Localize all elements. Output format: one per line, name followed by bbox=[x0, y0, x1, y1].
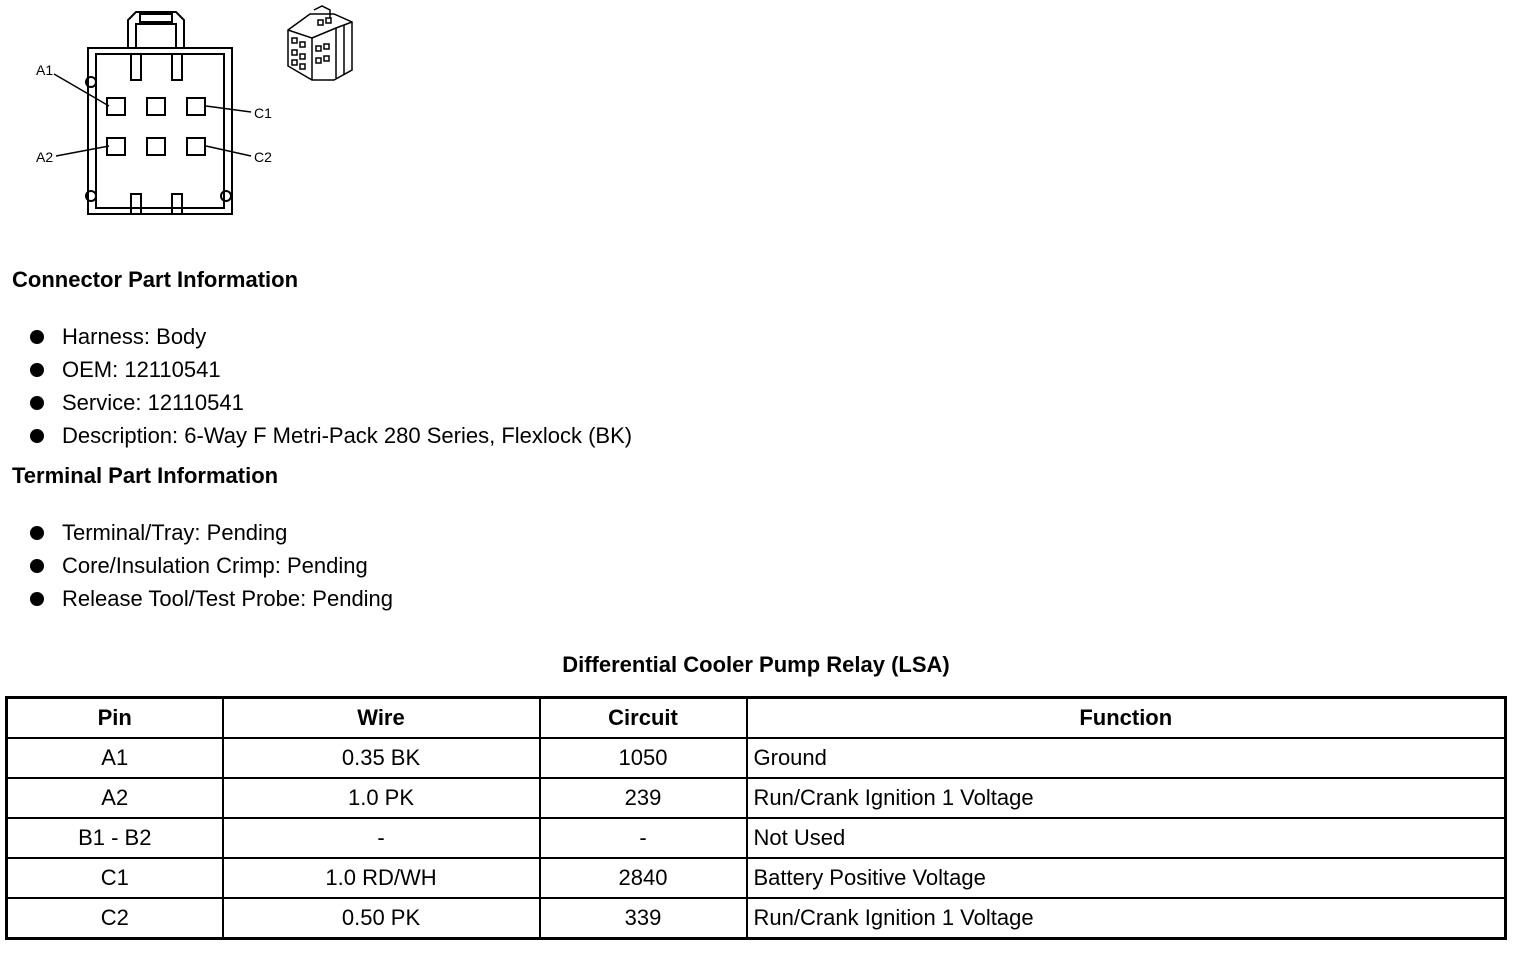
connector-face-drawing bbox=[86, 12, 232, 214]
table-row bbox=[7, 858, 1506, 898]
list-item bbox=[30, 320, 632, 353]
list-item bbox=[30, 516, 393, 549]
bullet-icon bbox=[30, 396, 44, 410]
function-cell: Run/Crank Ignition 1 Voltage bbox=[747, 898, 1506, 939]
column-header-wire: Wire bbox=[223, 698, 540, 739]
pinout-table-title: Differential Cooler Pump Relay (LSA) bbox=[562, 652, 950, 677]
list-item-text: Service: 12110541 bbox=[62, 390, 244, 415]
circuit-cell: - bbox=[540, 818, 747, 858]
connector-part-info-heading: Connector Part Information bbox=[12, 267, 299, 292]
connector-part-info-list bbox=[30, 320, 632, 452]
function-cell: Not Used bbox=[747, 818, 1506, 858]
bullet-icon bbox=[30, 429, 44, 443]
pin-label-c1: C1 bbox=[254, 105, 272, 121]
table-header-row bbox=[7, 698, 1506, 739]
wire-cell: 1.0 RD/WH bbox=[223, 858, 540, 898]
list-item bbox=[30, 353, 632, 386]
list-item-text: OEM: 12110541 bbox=[62, 357, 221, 382]
pin-label-a1: A1 bbox=[36, 62, 54, 78]
list-item bbox=[30, 549, 393, 582]
pin-cell: A1 bbox=[7, 738, 223, 778]
bullet-icon bbox=[30, 363, 44, 377]
pin-cell: A2 bbox=[7, 778, 223, 818]
list-item bbox=[30, 582, 393, 615]
pin-cell: B1 - B2 bbox=[7, 818, 223, 858]
circuit-cell: 2840 bbox=[540, 858, 747, 898]
list-item-text: Core/Insulation Crimp: Pending bbox=[62, 553, 368, 578]
terminal-part-info-list bbox=[30, 516, 393, 615]
column-header-function: Function bbox=[747, 698, 1506, 739]
column-header-pin: Pin bbox=[7, 698, 223, 739]
function-cell: Battery Positive Voltage bbox=[747, 858, 1506, 898]
pin-label-c2: C2 bbox=[254, 149, 272, 165]
connector-diagram bbox=[0, 0, 380, 230]
list-item-text: Description: 6-Way F Metri-Pack 280 Series, Flexlock (BK) bbox=[62, 423, 633, 448]
table-row bbox=[7, 898, 1506, 939]
terminal-part-info-heading: Terminal Part Information bbox=[12, 463, 279, 488]
list-item-text: Harness: Body bbox=[62, 324, 207, 349]
wire-cell: 0.35 BK bbox=[223, 738, 540, 778]
wire-cell: 1.0 PK bbox=[223, 778, 540, 818]
circuit-cell: 1050 bbox=[540, 738, 747, 778]
bullet-icon bbox=[30, 592, 44, 606]
pinout-table bbox=[5, 696, 1507, 940]
wire-cell: 0.50 PK bbox=[223, 898, 540, 939]
list-item bbox=[30, 419, 632, 452]
circuit-cell: 239 bbox=[540, 778, 747, 818]
list-item-text: Release Tool/Test Probe: Pending bbox=[62, 586, 394, 611]
pin-cell: C1 bbox=[7, 858, 223, 898]
bullet-icon bbox=[30, 559, 44, 573]
circuit-cell: 339 bbox=[540, 898, 747, 939]
table-row bbox=[7, 818, 1506, 858]
column-header-circuit: Circuit bbox=[540, 698, 747, 739]
bullet-icon bbox=[30, 526, 44, 540]
table-row bbox=[7, 738, 1506, 778]
table-row bbox=[7, 778, 1506, 818]
function-cell: Run/Crank Ignition 1 Voltage bbox=[747, 778, 1506, 818]
list-item-text: Terminal/Tray: Pending bbox=[62, 520, 288, 545]
list-item bbox=[30, 386, 632, 419]
pin-cell: C2 bbox=[7, 898, 223, 939]
pin-label-a2: A2 bbox=[36, 149, 54, 165]
connector-isometric-drawing bbox=[288, 6, 352, 80]
bullet-icon bbox=[30, 330, 44, 344]
wire-cell: - bbox=[223, 818, 540, 858]
function-cell: Ground bbox=[747, 738, 1506, 778]
